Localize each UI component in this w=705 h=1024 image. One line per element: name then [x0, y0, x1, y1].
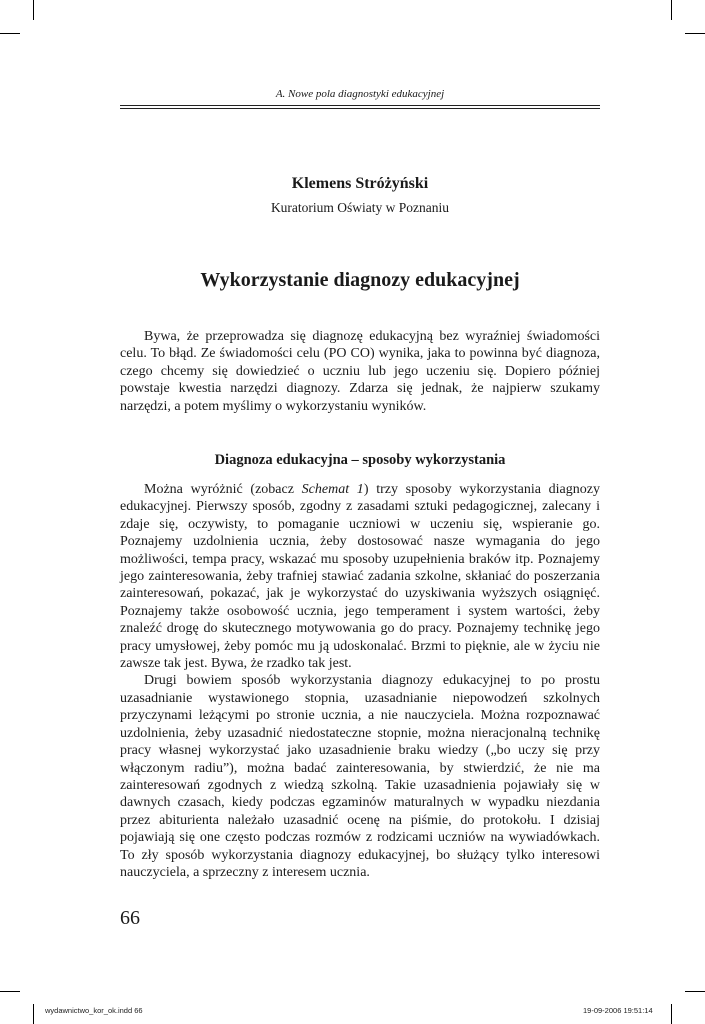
crop-mark-right-top — [685, 33, 705, 34]
crop-mark-top-right — [671, 0, 672, 20]
schemat-reference: Schemat 1 — [301, 482, 364, 497]
header-rule-top — [120, 105, 600, 106]
body-paragraph-2: Drugi bowiem sposób wykorzystania diagnozy edukacyjnej to po prostu uzasadnianie wystawionego stopnia, uzasadnianie niepowodzeń szkolnych przyczynami leżącymi po stronie ucznia, a nie nauczyciela. Można rozpoznawać uzdolnienia, żeby uzasadnić niedostateczne stopnie, można nieracjonalną technikę pracy własnej wykorzystać jako uzasadnienie braku wiedzy („bo uczy się przy włączonym radiu”), można badać zainteresowania, by stwierdzić, że nie ma zainteresowań zgodnych z wiedzą szkolną. Takie uzasadnienia pojawiały się w dawnych czasach, kiedy podczas egzaminów maturalnych w wypadku niezdania przez abiturienta należało uzasadnić ocenę na piśmie, do protokołu. I dzisiaj pojawiają się one często podczas rozmów z rodzicami uczniów na wywiadówkach. To zły sposób wykorzystania diagnozy edukacyjnej, bo służący tylko interesowi nauczyciela, a sprzeczny z interesem ucznia. — [120, 673, 600, 880]
crop-mark-bottom-right — [671, 1004, 672, 1024]
crop-mark-top-left — [33, 0, 34, 20]
section-heading: Diagnoza edukacyjna – sposoby wykorzystania — [214, 452, 506, 468]
article-title: Wykorzystanie diagnozy edukacyjnej — [200, 269, 520, 291]
crop-mark-bottom-left — [33, 1004, 34, 1024]
author-affiliation: Kuratorium Oświaty w Poznaniu — [270, 200, 450, 215]
page-number: 66 — [120, 907, 140, 929]
p1-text-before: Można wyróżnić (zobacz — [144, 482, 302, 497]
section-body — [120, 481, 600, 881]
intro-text — [120, 328, 600, 415]
slug-file: wydawnictwo_kor_ok.indd 66 — [45, 1006, 143, 1015]
author-name: Klemens Stróżyński — [291, 175, 429, 192]
slug-date: 19-09-2006 19:51:14 — [583, 1006, 653, 1015]
intro-paragraph: Bywa, że przeprowadza się diagnozę edukacyjną bez wyraźniej świadomości celu. To błąd. Ze świadomości celu (PO CO) wynika, jaka to powinna być diagnoza, czego chcemy się dowiedzieć o uczniu lub jego uczeniu się. Dopiero później powstaje kwestia narzędzi diagnozy. Zdarza się jednak, że najpierw szukamy narzędzi, a potem myślimy o wykorzystaniu wyników. — [120, 329, 600, 414]
running-header: A. Nowe pola diagnostyki edukacyjnej — [275, 88, 445, 100]
header-rule-bottom — [120, 108, 600, 109]
crop-mark-left-top — [0, 33, 20, 34]
crop-mark-left-bottom — [0, 991, 20, 992]
p1-text-after: ) trzy sposoby wykorzystania diagnozy edukacyjnej. Pierwszy sposób, zgodny z zasadami sztuki pedagogicznej, zalecany i zdaje się, oczywisty, to pomaganie uczniowi w uczeniu się, wspieranie go. Poznajemy uzdolnienia ucznia, żeby dostosować nasze wymagania do jego możliwości, tempa pracy, wskazać mu sposoby uzupełnienia braków itp. Poznajemy jego zainteresowania, żeby trafniej stawiać zadania szkolne, skłaniać do poszerzania zainteresowań, pokazać, jak je wykorzystać do uzyskiwania wyższych osiągnięć. Poznajemy także osobowość ucznia, jego temperament i system wartości, żeby znaleźć drogę do skutecznego motywowania go do pracy. Poznajemy technikę jego pracy umysłowej, żeby pomóc mu ją udoskonalać. Brzmi to pięknie, ale w życiu nie zawsze tak jest. Bywa, że rzadko tak jest. — [120, 482, 600, 672]
body-paragraph-1 — [120, 481, 600, 672]
crop-mark-right-bottom — [685, 991, 705, 992]
